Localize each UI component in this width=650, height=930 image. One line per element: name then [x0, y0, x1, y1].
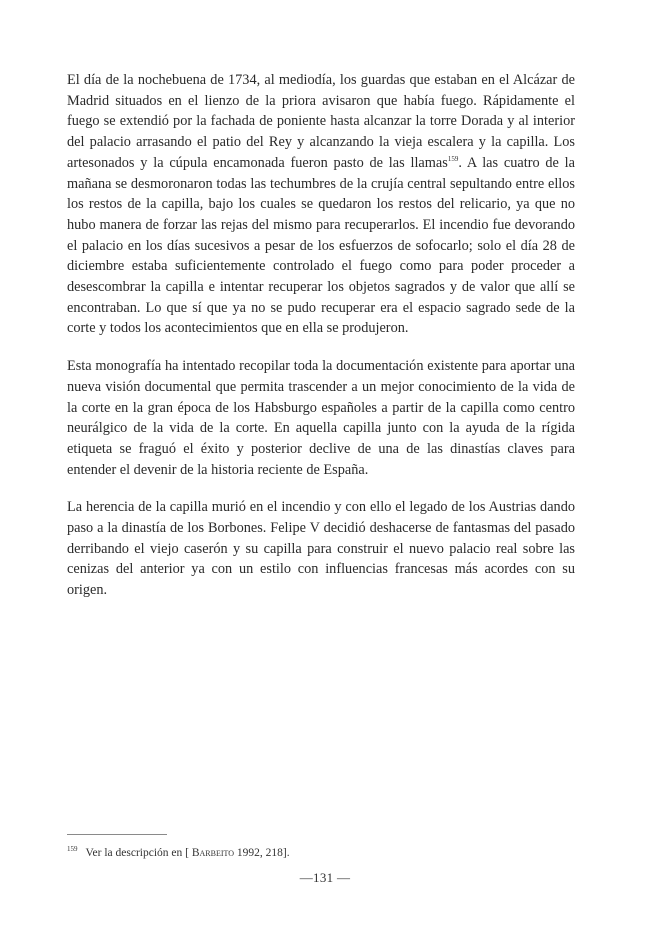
page-body: [67, 70, 575, 618]
paragraph-monograph: Esta monografía ha intentado recopilar toda la documentación existente para aportar una nueva visión documental que permita trascender a un mejor conocimiento de la vida de la corte en la gran época de los Habsburgo españoles a partir de la capilla como centro neurálgico de la vida de la corte. En aquella capilla junto con la ayuda de la rígida etiqueta se fraguó el éxito y posterior declive de una de las dinastías claves para entender el devenir de la historia reciente de España.: [67, 358, 575, 478]
footnote-author: Barbeito: [191, 847, 235, 859]
footnote: [67, 842, 575, 861]
page-number: —131 —: [299, 870, 351, 885]
footnote-number: 159: [67, 845, 78, 853]
paragraph-fire-text-start: El día de la nochebuena de 1734, al mediodía, los guardas que estaban en el Alcázar de Madrid situados en el lienzo de la priora avisaron que había fuego. Rápidamente el fuego se extendió por la fachada de poniente hasta alcanzar la torre Dorada y al interior del palacio arrasando el patio del Rey y alcanzando la vieja escalera y la capilla. Los artesonados y la cúpula encamonada fueron pasto de las llamas: [67, 72, 575, 171]
footnote-suffix: 1992, 218].: [234, 847, 290, 859]
footnote-prefix: Ver la descripción en [: [85, 847, 192, 859]
footnote-divider: [67, 834, 167, 835]
paragraph-legacy: La herencia de la capilla murió en el incendio y con ello el legado de los Austrias dando paso a la dinastía de los Borbones. Felipe V decidió deshacerse de fantasmas del pasado derribando el viejo caserón y su capilla para construir el nuevo palacio real sobre las cenizas del anterior ya con un estilo con influencias francesas más acordes con su origen.: [67, 499, 575, 599]
footnote-reference[interactable]: 159: [447, 154, 459, 163]
paragraph-fire-text-end: . A las cuatro de la mañana se desmoronaron todas las techumbres de la crujía central sepultando entre ellos los restos de la capilla, bajo los cuales se quedaron los restos del relicario, ya que no hubo manera de forzar las rejas del mismo para recuperarlos. El incendio fue devorando el palacio en los días sucesivos a pesar de los esfuerzos de sofocarlo; solo el día 28 de diciembre estaba suficientemente controlado el fuego como para poder proceder a desescombrar la capilla e intentar recuperar los objetos sagrados y de valor que allí se encontraban. Lo que sí que ya no se pudo recuperar era el espacio sagrado sede de la corte y todos los acontecimientos que en ella se produjeron.: [67, 154, 575, 337]
paragraph-fire: [67, 70, 575, 339]
